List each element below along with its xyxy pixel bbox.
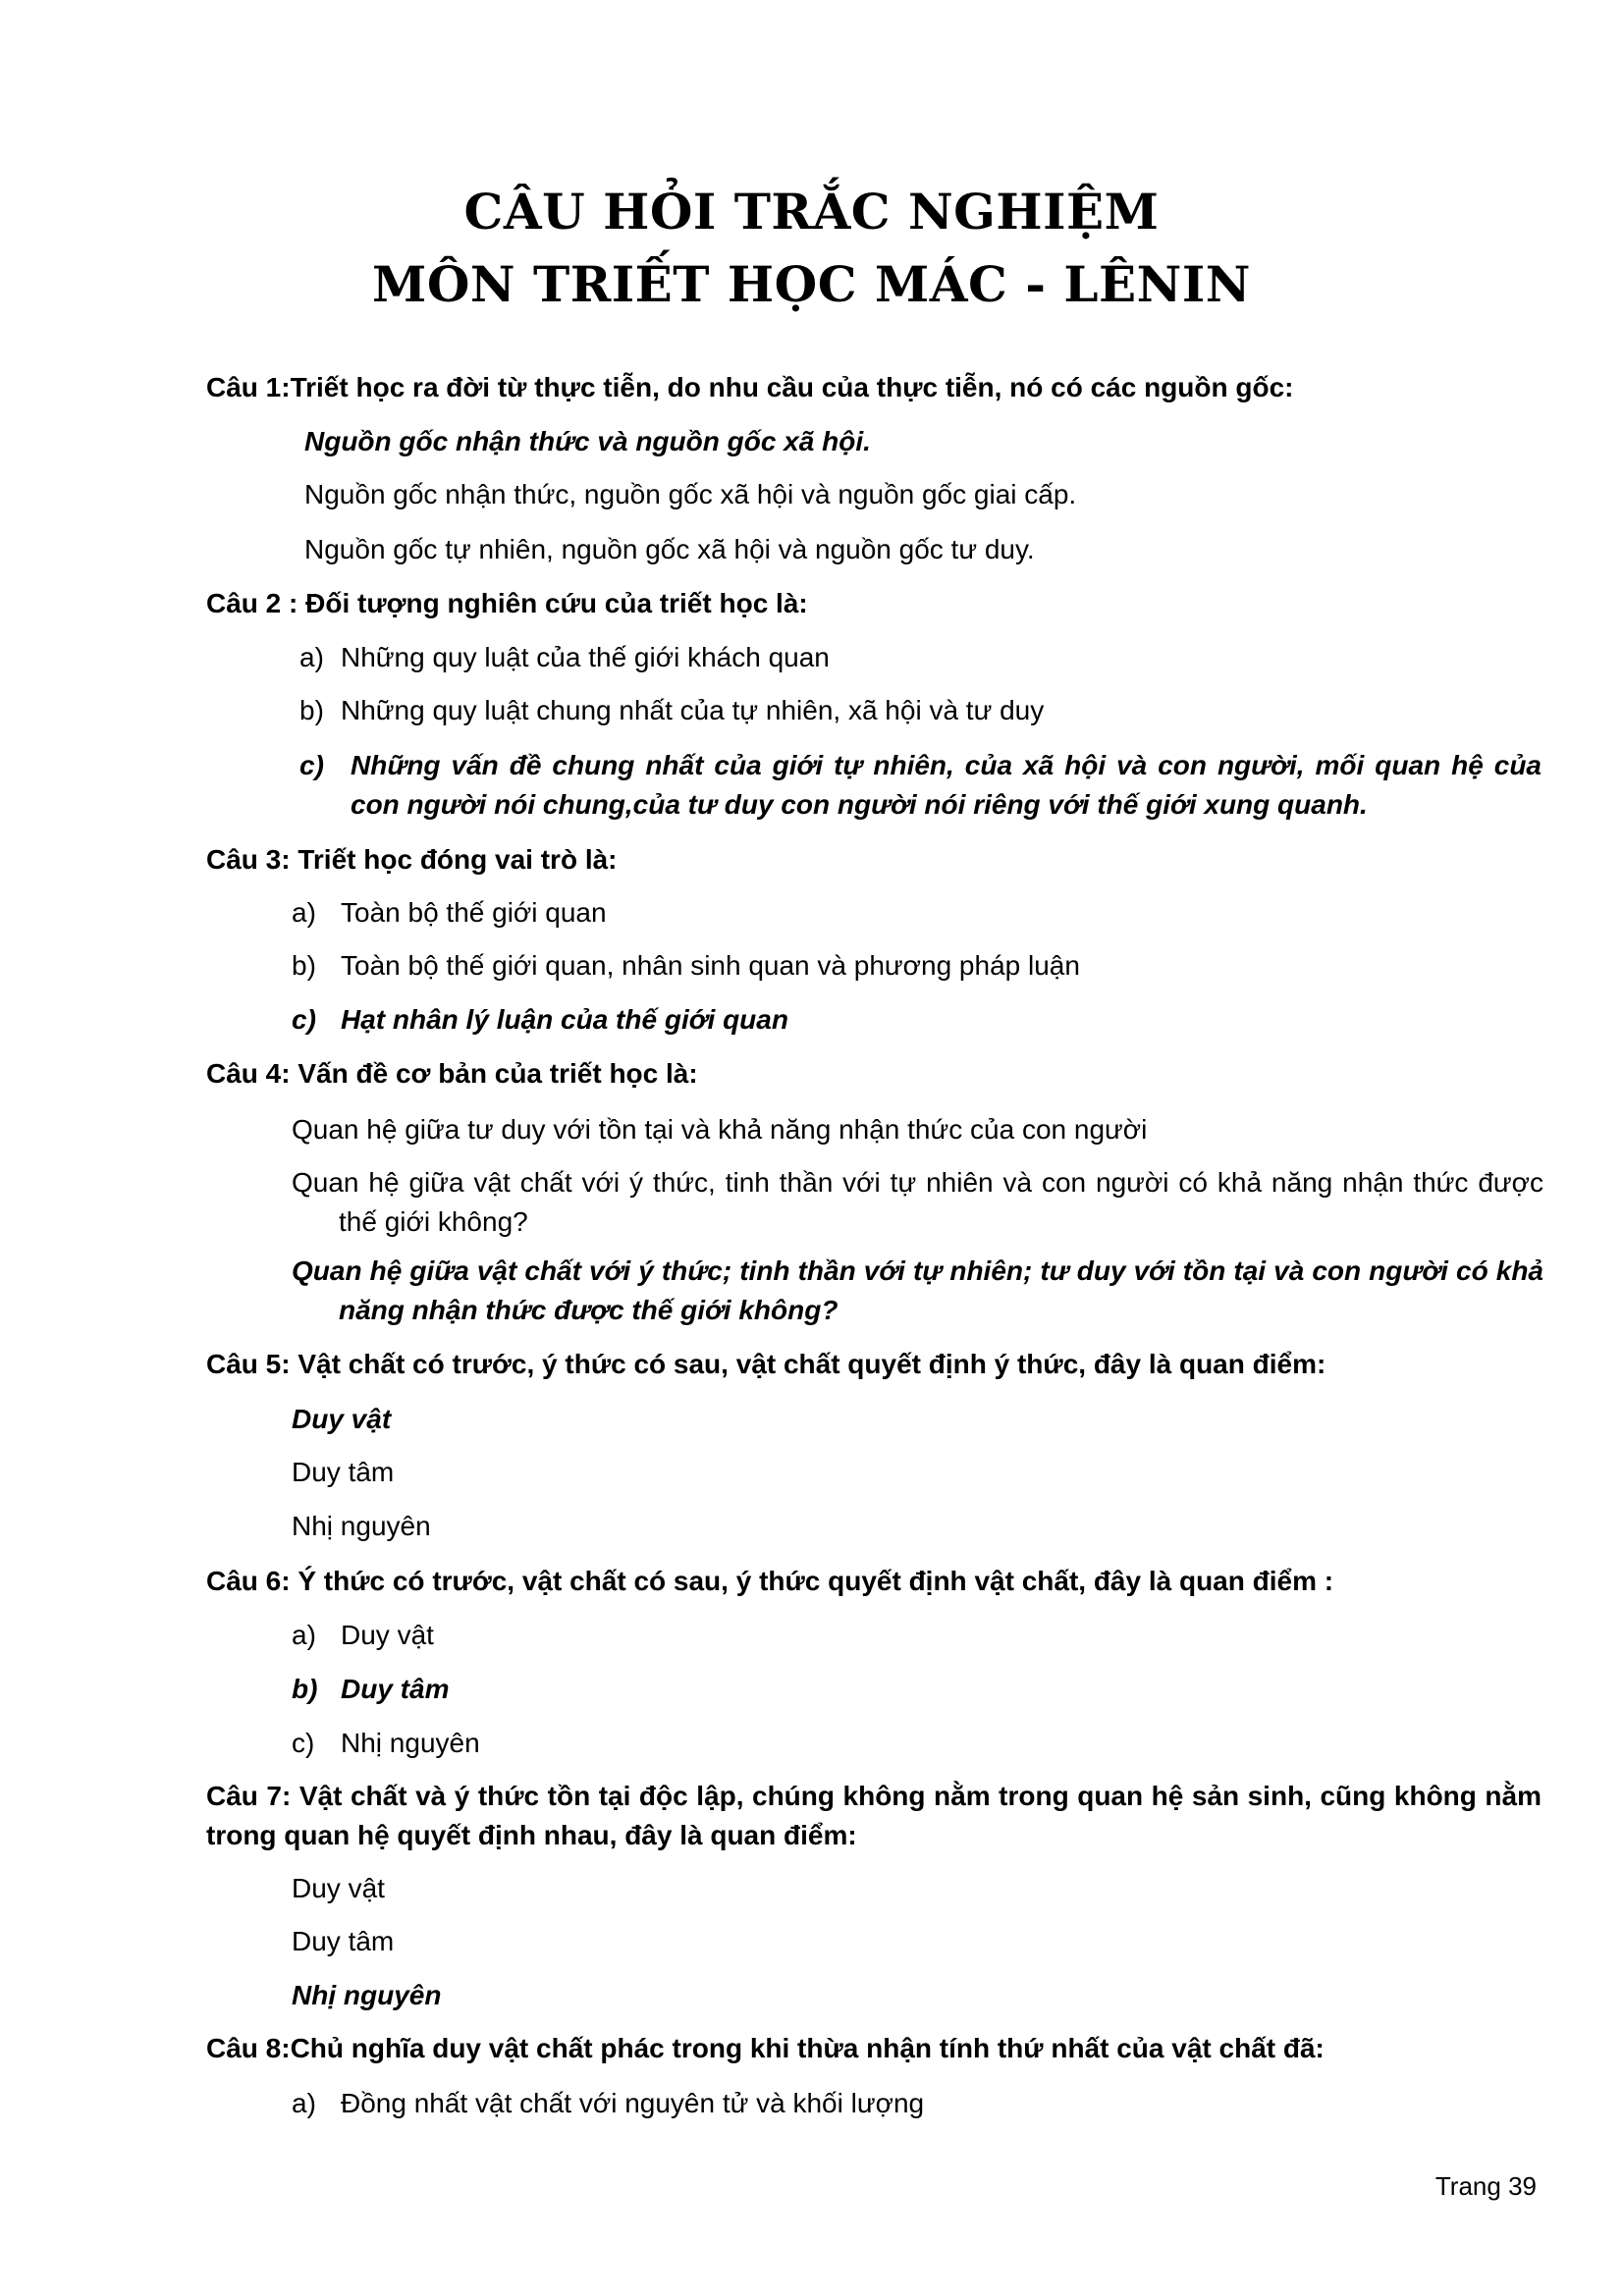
page-title-line2: MÔN TRIẾT HỌC MÁC - LÊNIN	[372, 255, 1251, 313]
question-5: Câu 5: Vật chất có trước, ý thức có sau, vật chất quyết định ý thức, đây là quan điểm:	[206, 1349, 1326, 1379]
option-label: c)	[292, 1728, 315, 1758]
option-label: c)	[292, 1004, 316, 1035]
question-6-option	[292, 1670, 449, 1709]
option-text: Toàn bộ thế giới quan, nhân sinh quan và phương pháp luận	[341, 950, 1080, 981]
page-title-line1: CÂU HỎI TRẮC NGHIỆM	[463, 183, 1160, 240]
question-5-option: Duy tâm	[292, 1457, 395, 1487]
question-4-option	[292, 1163, 1543, 1242]
question-6: Câu 6: Ý thức có trước, vật chất có sau, ý thức quyết định vật chất, đây là quan điểm :	[206, 1566, 1334, 1596]
option-text: Những quy luật của thế giới khách quan	[341, 642, 830, 672]
question-2-option	[299, 691, 1044, 730]
question-2-option	[299, 638, 830, 677]
question-1: Câu 1:Triết học ra đời từ thực tiễn, do nhu cầu của thực tiễn, nó có các nguồn gốc:	[206, 372, 1294, 402]
question-3-option	[292, 946, 1080, 986]
question-6-option	[292, 1616, 434, 1655]
option-label: c)	[299, 750, 324, 780]
question-3-option	[292, 1000, 788, 1040]
option-label: b)	[292, 950, 316, 981]
question-4-option: Quan hệ giữa tư duy với tồn tại và khả năng nhận thức của con người	[292, 1114, 1148, 1145]
question-5-option: Duy vật	[292, 1404, 392, 1434]
question-5-option: Nhị nguyên	[292, 1511, 431, 1541]
question-8: Câu 8:Chủ nghĩa duy vật chất phác trong khi thừa nhận tính thứ nhất của vật chất đã:	[206, 2033, 1325, 2063]
question-7: Câu 7: Vật chất và ý thức tồn tại độc lập, chúng không nằm trong quan hệ sản sinh, cũng không nằm trong quan hệ quyết định nhau, đây là quan điểm:	[206, 1781, 1542, 1850]
question-3: Câu 3: Triết học đóng vai trò là:	[206, 844, 618, 875]
option-text: Những quy luật chung nhất của tự nhiên, xã hội và tư duy	[341, 695, 1045, 725]
option-label: a)	[292, 1620, 316, 1650]
question-2-option	[299, 746, 1542, 825]
option-label: a)	[299, 642, 324, 672]
option-text: Những vấn đề chung nhất của giới tự nhiên, của xã hội và con người, mối quan hệ của con người nói chung,của tư duy con người nói riêng với thế giới xung quanh.	[351, 750, 1542, 820]
option-label: a)	[292, 2088, 316, 2118]
question-7-option: Duy vật	[292, 1873, 385, 1903]
question-4-option	[292, 1252, 1543, 1330]
page-number: Trang 39	[1434, 2171, 1537, 2201]
question-7-option: Duy tâm	[292, 1926, 395, 1956]
option-label: b)	[292, 1674, 318, 1704]
option-label: b)	[299, 695, 324, 725]
option-text: Quan hệ giữa vật chất với ý thức; tinh thần với tự nhiên; tư duy với tồn tại và con người có khả năng nhận thức được thế giới không?	[292, 1255, 1543, 1325]
option-text: Nhị nguyên	[341, 1728, 480, 1758]
option-text: Duy vật	[341, 1620, 434, 1650]
option-text: Quan hệ giữa vật chất với ý thức, tinh thần với tự nhiên và con người có khả năng nhận thức được thế giới không?	[292, 1167, 1543, 1237]
question-8-option	[292, 2084, 924, 2123]
option-text: Đồng nhất vật chất với nguyên tử và khối lượng	[341, 2088, 925, 2118]
question-1-option: Nguồn gốc tự nhiên, nguồn gốc xã hội và nguồn gốc tư duy.	[304, 534, 1035, 564]
question-2: Câu 2 : Đối tượng nghiên cứu của triết học là:	[206, 588, 808, 618]
question-1-option: Nguồn gốc nhận thức, nguồn gốc xã hội và nguồn gốc giai cấp.	[304, 479, 1077, 509]
question-4: Câu 4: Vấn đề cơ bản của triết học là:	[206, 1058, 698, 1089]
option-text: Hạt nhân lý luận của thế giới quan	[341, 1004, 788, 1035]
option-text: Duy tâm	[341, 1674, 450, 1704]
question-1-option: Nguồn gốc nhận thức và nguồn gốc xã hội.	[304, 426, 871, 456]
question-7-option: Nhị nguyên	[292, 1980, 442, 2010]
question-3-option	[292, 893, 607, 933]
question-6-option	[292, 1724, 480, 1763]
option-text: Toàn bộ thế giới quan	[341, 897, 607, 928]
option-label: a)	[292, 897, 316, 928]
